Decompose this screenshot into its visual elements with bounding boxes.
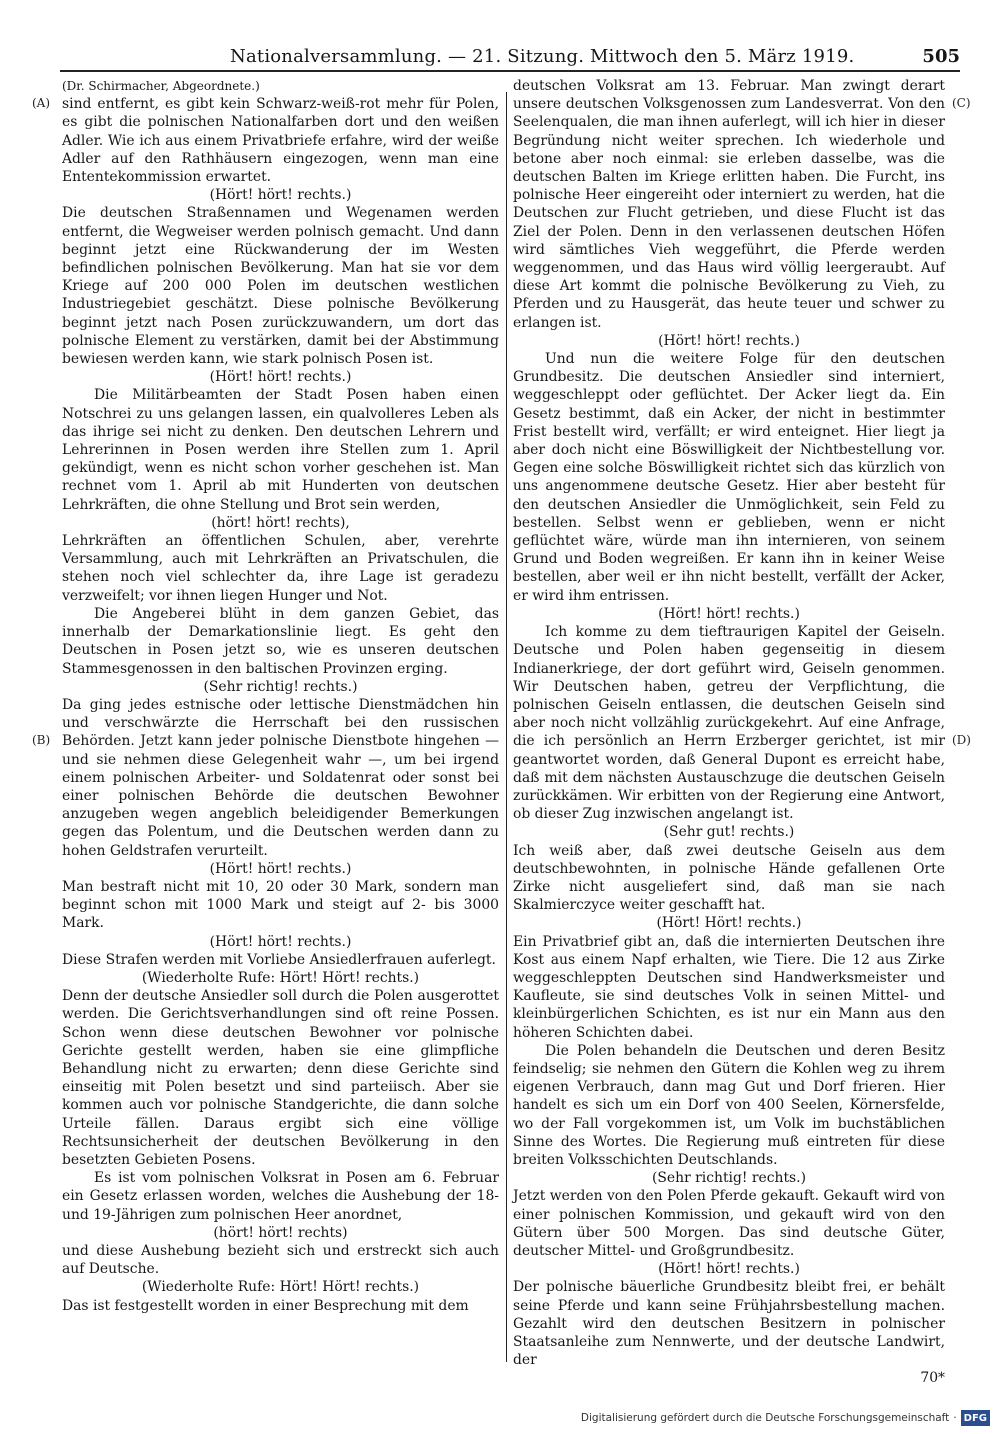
margin-marker-a: (A)	[32, 96, 51, 110]
left-column-paragraph: Denn der deutsche Ansiedler soll durch die Polen ausgerottet werden. Die Gerichtsverhandlungen sind oft reine Possen. Schon wenn diese deutschen Bewohner vor polnische Gerichte gestellt werden, haben sie eine glimpfliche Behandlung nicht zu erwarten; denn diese Gerichte sind einseitig mit Polen besetzt und sind parteiisch. Aber sie kommen auch vor polnische Standgerichte, die dann solche Urteile fällen. Daraus ergibt sich eine völlige Rechtsunsicherheit der deutschen Bevölkerung in den besetzten Gebieten Posens.	[62, 988, 499, 1168]
left-column-paragraph: (Sehr richtig! rechts.)	[203, 678, 358, 695]
column-divider	[506, 92, 507, 1362]
margin-marker-d: (D)	[952, 733, 971, 747]
left-column-paragraph: Die Militärbeamten der Stadt Posen haben einen Notschrei zu uns gelangen lassen, ein qualvolleres Leben als das ihrige sei nicht zu denken. Den deutschen Lehrern und Lehrerinnen in Posen werden ihre Stellen zum 1. April gekündigt, wenn es nicht schon vorher geschehen ist. Man rechnet vom 1. April ab mit Hunderten von deutschen Lehrkräften, die ohne Stellung und Brot sein werden,	[62, 387, 499, 513]
right-column-paragraph: Jetzt werden von den Polen Pferde gekauft. Gekauft wird von einer polnischen Kommission, und gekauft wird von den Gütern über 500 Morgen. Das sind deutsche Güter, deutscher Mittel- und Großgrundbesitz.	[513, 1188, 945, 1259]
left-column-paragraph: Die Angeberei blüht in dem ganzen Gebiet, das innerhalb der Demarkationslinie liegt. Es geht den Deutschen in Posen jetzt so, wie es unseren deutschen Stammesgenossen in den baltischen Provinzen erging.	[62, 605, 499, 677]
right-column-paragraph: Ich weiß aber, daß zwei deutsche Geiseln aus dem deutschbewohnten, in polnische Hände gefallenen Orte Zirke nicht ausgeliefert sind, daß man sie nach Skalmierczyce weiter geschafft hat.	[513, 842, 945, 914]
right-column-paragraph: (Hört! hört! rechts.)	[658, 605, 800, 622]
margin-marker-b: (B)	[32, 733, 51, 747]
left-column-paragraph: (Hört! hört! rechts.)	[209, 860, 352, 877]
right-column-paragraph: (Hört! hört! rechts.)	[658, 1261, 800, 1278]
left-column-paragraph: sind entfernt, es gibt kein Schwarz-weiß-rot mehr für Polen, es gibt die polnischen Nationalfarben dort und den weißen Adler. Wie ich aus einem Privatbriefe erfahre, wird der weiße Adler auf den Rathhäusern eingezogen, wenn man eine Ententekommission erwartet.	[62, 96, 499, 186]
left-column-paragraph: Das ist festgestellt worden in einer Besprechung mit dem	[62, 1297, 469, 1314]
header-rule	[60, 70, 960, 72]
right-column-paragraph: Der polnische bäuerliche Grundbesitz bleibt frei, er behält seine Pferde und kann seine Frühjahrsbestellung machen. Gezahlt wird den deutschen Besitzern in polnischer Staatsanleihe zum Nennwerte, und der deutsche Landwirt, der	[513, 1279, 945, 1369]
right-column-paragraph: Ein Privatbrief gibt an, daß die internierten Deutschen ihre Kost aus einem Napf erhalten, wie Tiere. Die 12 aus Zirke weggeschleppten Deutschen sind Handwerksmeister und Kaufleute, sie sind deutsches Volk in seinen Mittel- und kleinbürgerlichen Schichten, es ist nur ein Mann aus den höheren Schichten dabei.	[513, 933, 945, 1041]
left-column-paragraph: (Hört! hört! rechts.)	[209, 369, 352, 386]
left-column-paragraph: (Hört! hört! rechts.)	[209, 933, 352, 950]
left-column	[62, 77, 499, 1362]
footer: Digitalisierung gefördert durch die Deutsche Forschungsgemeinschaft · DFG	[581, 1408, 990, 1428]
left-column-paragraph: Lehrkräften an öffentlichen Schulen, aber, verehrte Versammlung, auch mit Lehrkräften an Privatschulen, die stehen noch viel schlechter da, ihre Lage ist geradezu verzweifelt; vor ihnen liegen Hunger und Not.	[62, 533, 499, 604]
right-column-paragraph: (Hört! hört! rechts.)	[658, 332, 800, 349]
right-column-paragraph: Die Polen behandeln die Deutschen und deren Besitz feindselig; sie nehmen den Gütern die Kohlen weg zu ihrem eigenen Verbrauch, dann mag Gut und Dorf frieren. Hier handelt es sich um ein Dorf von 400 Seelen, Körnersfelde, wo der Fall vorgekommen ist, um Volk im buchstäblichen Sinne des Wortes. Die Regierung muß eintreten für diese breiten Volksschichten Deutschlands.	[513, 1042, 945, 1168]
right-column-paragraph: (Sehr richtig! rechts.)	[651, 1170, 806, 1187]
page-number: 505	[922, 46, 960, 67]
left-column-paragraph: Da ging jedes estnische oder lettische Dienstmädchen hin und verschwärzte die Herrschaft bei den russischen Behörden. Jetzt kann jeder polnische Dienstbote hingehen — und sie nehmen diese Gelegenheit wahr —, um bei irgend einem polnischen Arbeiter- und Soldatenrat oder sonst bei einer polnischen Behörde die deutschen Bewohner anzugeben wegen angeblich beleidigender Bemerkungen gegen das Polentum, und die Deutschen werden dann zu hohen Geldstrafen verurteilt.	[62, 696, 499, 859]
right-column-paragraph: (Hört! Hört! rechts.)	[656, 915, 802, 932]
right-column-paragraph: deutschen Volksrat am 13. Februar. Man zwingt derart unsere deutschen Volksgenossen zum Landesverrat. Von den Seelenqualen, die man ihnen auferlegt, will ich hier in dieser Begründung nicht weiter sprechen. Ich wiederhole und betone aber noch einmal: sie erleben dasselbe, was die deutschen Balten im Kriege erlitten haben. Die Furcht, ins polnische Heer eingereiht oder interniert zu werden, hat die Deutschen zur Flucht getrieben, und diese Flucht ist das Ziel der Polen. Denn in den verlassenen deutschen Höfen wird sämtliches Vieh weggeführt, die Pferde werden weggenommen, und das Haus wird völlig leergeraubt. Auf diese Art kommt die polnische Bevölkerung zu Vieh, zu Pferden und zu Hausgerät, das heute teuer und schwer zu erlangen ist.	[513, 78, 945, 331]
left-column-paragraph: (hört! hört! rechts)	[213, 1224, 348, 1241]
left-column-paragraph: Man bestraft nicht mit 10, 20 oder 30 Mark, sondern man beginnt schon mit 1000 Mark und steigt auf 2- bis 3000 Mark.	[62, 878, 499, 932]
left-column-paragraph: (Wiederholte Rufe: Hört! Hört! rechts.)	[141, 1279, 420, 1296]
right-column-paragraph: Und nun die weitere Folge für den deutschen Grundbesitz. Die deutschen Ansiedler sind interniert, weggeschleppt oder geflüchtet. Der Acker liegt da. Ein Gesetz bestimmt, daß ein Acker, der nicht in bestimmter Frist bestellt wird, verfällt; er wird enteignet. Hier liegt ja aber doch nicht eine Böswilligkeit der Nichtbestellung vor. Gegen eine solche Böswilligkeit richtet sich das kürzlich von uns angenommene deutsche Gesetz. Hier aber besteht für den deutschen Ansiedler die Unmöglichkeit, sein Feld zu bestellen. Selbst wenn er geblieben, wenn er nicht geflüchtet wäre, würde man ihn internieren, von seinem Grund und Boden wegreißen. Er kann ihn in keiner Weise bestellen, aber weil er ihn nicht bestellt, verfällt der Acker, er wird ihm entrissen.	[513, 351, 945, 604]
left-column-paragraph: (Dr. Schirmacher, Abgeordnete.)	[62, 79, 260, 93]
left-column-paragraph: (hört! hört! rechts),	[211, 514, 350, 531]
left-column-paragraph: Diese Strafen werden mit Vorliebe Ansiedlerfrauen auferlegt.	[62, 951, 496, 968]
left-column-paragraph: Es ist vom polnischen Volksrat in Posen am 6. Februar ein Gesetz erlassen worden, welches die Aushebung der 18- und 19-Jährigen zum polnischen Heer anordnet,	[62, 1170, 499, 1223]
right-column-paragraph: Ich komme zu dem tieftraurigen Kapitel der Geiseln. Deutsche und Polen haben gegenseitig in diesem Indianerkriege, der dort geführt wird, Geiseln genommen. Wir Deutschen haben, getreu der Verpflichtung, die polnischen Geiseln entlassen, die deutschen Geiseln sind aber noch nicht vollzählig zurückgekehrt. Auf eine Anfrage, die ich persönlich an Herrn Erzberger gerichtet, ist mir geantwortet worden, daß General Dupont es erreicht habe, daß mit dem nächsten Austauschzuge die deutschen Geiseln zurückkämen. Wir erbitten von der Regierung eine Antwort, ob dieser Zug inzwischen angelangt ist.	[513, 624, 945, 823]
dfg-logo: DFG	[961, 1410, 990, 1426]
left-column-paragraph: (Wiederholte Rufe: Hört! Hört! rechts.)	[141, 969, 420, 986]
left-column-paragraph: Die deutschen Straßennamen und Wegenamen werden entfernt, die Wegweiser werden polnisch gemacht. Und dann beginnt jetzt eine Rückwanderung der im Westen befindlichen polnischen Bevölkerung. Man hat sie vor dem Kriege auf 200 000 Polen im deutschen westlichen Industriegebiet geschätzt. Diese polnische Bevölkerung beginnt jetzt nach Posen zurückzuwandern, um dort das polnische Element zu verstärken, damit bei der Abstimmung bewiesen werden kann, wie stark polnisch Posen ist.	[62, 205, 499, 368]
left-column-paragraph: (Hört! hört! rechts.)	[209, 187, 352, 204]
left-column-paragraph: und diese Aushebung bezieht sich und erstreckt sich auch auf Deutsche.	[62, 1243, 499, 1278]
right-column-paragraph: 70*	[920, 1370, 945, 1387]
page-title: Nationalversammlung. — 21. Sitzung. Mittwoch den 5. März 1919.	[230, 46, 855, 67]
page-header	[60, 40, 960, 70]
margin-marker-c: (C)	[952, 96, 971, 110]
footer-text: Digitalisierung gefördert durch die Deutsche Forschungsgemeinschaft	[580, 1412, 950, 1424]
right-column	[513, 77, 945, 1387]
right-column-paragraph: (Sehr gut! rechts.)	[663, 824, 795, 841]
